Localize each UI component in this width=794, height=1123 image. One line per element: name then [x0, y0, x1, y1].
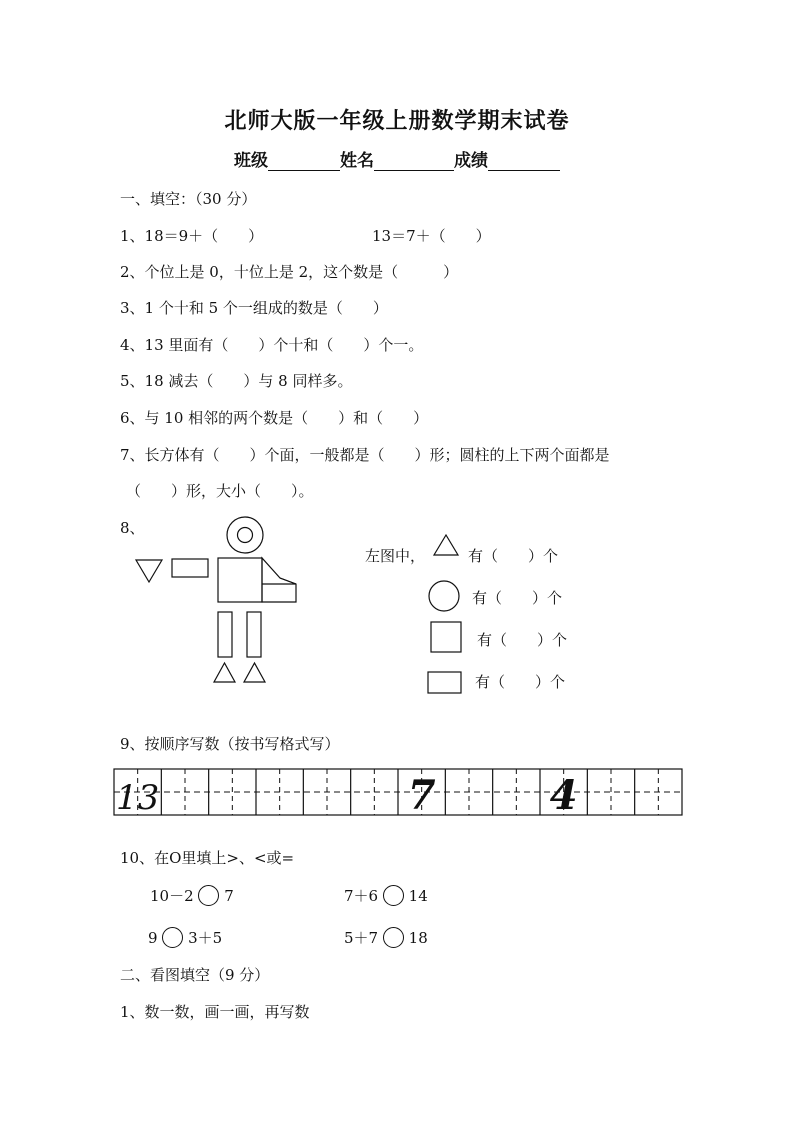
- compare-left: 9: [148, 929, 158, 947]
- robot-body-square: [218, 558, 262, 602]
- robot-head-outer-circle: [227, 517, 263, 553]
- robot-head-inner-circle: [238, 528, 253, 543]
- given-number: 7: [407, 772, 436, 819]
- square-count: 有（ ）个: [477, 631, 568, 649]
- compare-right: 14: [408, 887, 428, 905]
- compare-circle[interactable]: [198, 885, 219, 906]
- robot-right-leg: [247, 612, 261, 657]
- question-7-line2: （ ）形，大小（ ）。: [126, 482, 314, 500]
- score-blank[interactable]: [488, 152, 560, 171]
- student-info-line: [0, 146, 794, 171]
- question-4: 4、13 里面有（ ）个十和（ ）个一。: [120, 336, 424, 354]
- robot-left-leg: [218, 612, 232, 657]
- compare-row-1a: [150, 885, 234, 906]
- question-10: 10、在O里填上>、<或=: [120, 849, 295, 867]
- compare-circle[interactable]: [383, 927, 404, 948]
- question-6: 6、与 10 相邻的两个数是（ ）和（ ）: [120, 409, 429, 427]
- compare-circle[interactable]: [383, 885, 404, 906]
- class-blank[interactable]: [268, 152, 340, 171]
- triangle-count: 有（ ）个: [468, 547, 559, 565]
- robot-left-triangle: [136, 560, 162, 582]
- robot-arm-rectangle: [172, 559, 208, 577]
- compare-right: 3＋5: [188, 929, 223, 947]
- given-number: 13: [116, 778, 160, 818]
- compare-right: 7: [224, 887, 234, 905]
- triangle-icon: [432, 533, 460, 557]
- question-9: 9、按顺序写数（按书写格式写）: [120, 735, 340, 753]
- question-3: 3、1 个十和 5 个一组成的数是（ ）: [120, 299, 388, 317]
- question-1b: 13＝7＋（ ）: [372, 227, 491, 245]
- compare-row-2a: [148, 927, 222, 948]
- name-blank[interactable]: [374, 152, 454, 171]
- page-title: 北师大版一年级上册数学期末试卷: [224, 108, 570, 134]
- rectangle-icon: [427, 671, 463, 695]
- question-7-line1: 7、长方体有（ ）个面，一般都是（ ）形；圆柱的上下两个面都是: [120, 446, 610, 464]
- writing-grid[interactable]: [113, 768, 683, 819]
- section2-heading: 二、看图填空（9 分）: [120, 966, 270, 984]
- section2-question-1: 1、数一数，画一画，再写数: [120, 1003, 310, 1021]
- compare-row-2b: [344, 927, 428, 948]
- compare-left: 5＋7: [344, 929, 379, 947]
- robot-figure: [130, 510, 305, 690]
- circle-count: 有（ ）个: [472, 589, 563, 607]
- class-label: 班级: [234, 151, 268, 171]
- compare-left: 10－2: [150, 887, 194, 905]
- question-8-intro: 左图中，: [365, 547, 426, 565]
- compare-right: 18: [408, 929, 428, 947]
- robot-flag-shape: [262, 558, 296, 602]
- question-1a: 1、18＝9＋（ ）: [120, 227, 264, 245]
- rectangle-count: 有（ ）个: [475, 673, 566, 691]
- given-number: 4: [549, 772, 578, 819]
- circle-icon: [427, 579, 461, 613]
- robot-left-foot-triangle: [214, 663, 235, 682]
- question-8-label: 8、: [120, 519, 145, 537]
- square-icon: [429, 620, 463, 654]
- robot-right-foot-triangle: [244, 663, 265, 682]
- compare-row-1b: [344, 885, 428, 906]
- score-label: 成绩: [454, 151, 488, 171]
- compare-left: 7＋6: [344, 887, 379, 905]
- question-2: 2、个位上是 0，十位上是 2，这个数是（ ）: [120, 263, 459, 281]
- section1-heading: 一、填空：（30 分）: [120, 190, 257, 208]
- compare-circle[interactable]: [162, 927, 183, 948]
- name-label: 姓名: [340, 151, 374, 171]
- question-5: 5、18 减去（ ）与 8 同样多。: [120, 372, 353, 390]
